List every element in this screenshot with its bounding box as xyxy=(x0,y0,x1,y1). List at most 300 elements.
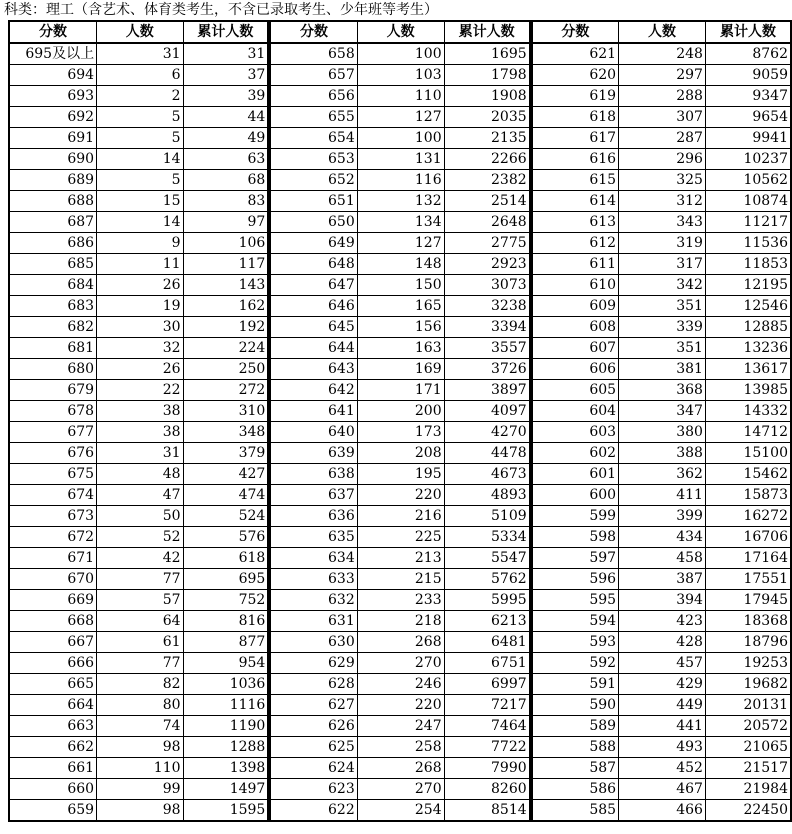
cumulative-cell: 9059 xyxy=(705,65,791,86)
count-cell: 42 xyxy=(97,548,183,569)
score-cell: 678 xyxy=(9,401,97,422)
cumulative-cell: 17164 xyxy=(705,548,791,569)
count-cell: 127 xyxy=(357,107,444,128)
score-cell: 689 xyxy=(9,170,97,191)
score-cell: 591 xyxy=(532,674,619,695)
score-cell: 589 xyxy=(532,716,619,737)
score-cell: 674 xyxy=(9,485,97,506)
table-row xyxy=(532,716,791,737)
count-cell: 48 xyxy=(97,464,183,485)
count-cell: 258 xyxy=(357,737,444,758)
count-cell: 5 xyxy=(97,128,183,149)
count-cell: 19 xyxy=(97,296,183,317)
score-cell: 675 xyxy=(9,464,97,485)
cumulative-cell: 21984 xyxy=(705,779,791,800)
table-row xyxy=(532,485,791,506)
count-cell: 52 xyxy=(97,527,183,548)
table-row xyxy=(270,716,529,737)
score-cell: 673 xyxy=(9,506,97,527)
score-cell: 659 xyxy=(9,800,97,822)
score-cell: 625 xyxy=(270,737,357,758)
table-row xyxy=(270,653,529,674)
score-cell: 646 xyxy=(270,296,357,317)
table-row xyxy=(270,107,529,128)
score-cell: 639 xyxy=(270,443,357,464)
cumulative-cell: 1798 xyxy=(444,65,530,86)
table-row xyxy=(532,317,791,338)
score-cell: 667 xyxy=(9,632,97,653)
score-cell: 608 xyxy=(532,317,619,338)
score-cell: 680 xyxy=(9,359,97,380)
score-cell: 618 xyxy=(532,107,619,128)
table-row xyxy=(532,611,791,632)
count-cell: 351 xyxy=(619,296,706,317)
count-cell: 429 xyxy=(619,674,706,695)
table-row xyxy=(532,338,791,359)
table-row xyxy=(270,401,529,422)
cumulative-cell: 21517 xyxy=(705,758,791,779)
cumulative-cell: 8260 xyxy=(444,779,530,800)
score-cell: 676 xyxy=(9,443,97,464)
score-cell: 656 xyxy=(270,86,357,107)
cumulative-cell: 97 xyxy=(183,212,268,233)
count-cell: 26 xyxy=(97,275,183,296)
score-cell: 647 xyxy=(270,275,357,296)
score-cell: 682 xyxy=(9,317,97,338)
cumulative-cell: 17551 xyxy=(705,569,791,590)
cumulative-cell: 14712 xyxy=(705,422,791,443)
cumulative-cell: 877 xyxy=(183,632,268,653)
count-cell: 312 xyxy=(619,191,706,212)
count-cell: 15 xyxy=(97,191,183,212)
cumulative-cell: 39 xyxy=(183,86,268,107)
table-row xyxy=(270,359,529,380)
cumulative-cell: 37 xyxy=(183,65,268,86)
cumulative-cell: 31 xyxy=(183,43,268,65)
count-cell: 220 xyxy=(357,485,444,506)
cumulative-cell: 106 xyxy=(183,233,268,254)
count-cell: 171 xyxy=(357,380,444,401)
score-cell: 616 xyxy=(532,149,619,170)
score-cell: 693 xyxy=(9,86,97,107)
score-cell: 645 xyxy=(270,317,357,338)
cumulative-cell: 4478 xyxy=(444,443,530,464)
cumulative-cell: 224 xyxy=(183,338,268,359)
score-cell: 604 xyxy=(532,401,619,422)
count-cell: 347 xyxy=(619,401,706,422)
column-header: 分数 xyxy=(270,21,357,43)
cumulative-cell: 2382 xyxy=(444,170,530,191)
count-cell: 132 xyxy=(357,191,444,212)
score-cell: 657 xyxy=(270,65,357,86)
score-cell: 685 xyxy=(9,254,97,275)
count-cell: 80 xyxy=(97,695,183,716)
count-cell: 31 xyxy=(97,43,183,65)
table-row xyxy=(9,737,268,758)
score-cell: 634 xyxy=(270,548,357,569)
score-cell: 597 xyxy=(532,548,619,569)
count-cell: 14 xyxy=(97,149,183,170)
table-row xyxy=(9,443,268,464)
table-row xyxy=(270,506,529,527)
score-cell: 631 xyxy=(270,611,357,632)
cumulative-cell: 5762 xyxy=(444,569,530,590)
count-cell: 208 xyxy=(357,443,444,464)
table-row xyxy=(532,170,791,191)
count-cell: 47 xyxy=(97,485,183,506)
score-cell: 684 xyxy=(9,275,97,296)
score-cell: 690 xyxy=(9,149,97,170)
score-cell: 627 xyxy=(270,695,357,716)
cumulative-cell: 6997 xyxy=(444,674,530,695)
count-cell: 100 xyxy=(357,128,444,149)
table-row xyxy=(270,674,529,695)
table-row xyxy=(532,443,791,464)
score-cell: 691 xyxy=(9,128,97,149)
table-row xyxy=(9,590,268,611)
cumulative-cell: 13985 xyxy=(705,380,791,401)
table-row xyxy=(270,296,529,317)
table-row xyxy=(532,401,791,422)
cumulative-cell: 1288 xyxy=(183,737,268,758)
count-cell: 380 xyxy=(619,422,706,443)
count-cell: 2 xyxy=(97,86,183,107)
table-header-row xyxy=(9,21,268,43)
cumulative-cell: 7990 xyxy=(444,758,530,779)
count-cell: 9 xyxy=(97,233,183,254)
count-cell: 110 xyxy=(357,86,444,107)
score-cell: 609 xyxy=(532,296,619,317)
count-cell: 165 xyxy=(357,296,444,317)
count-cell: 381 xyxy=(619,359,706,380)
count-cell: 307 xyxy=(619,107,706,128)
score-cell: 654 xyxy=(270,128,357,149)
table-row xyxy=(270,254,529,275)
table-row xyxy=(9,254,268,275)
count-cell: 26 xyxy=(97,359,183,380)
cumulative-cell: 15100 xyxy=(705,443,791,464)
table-row xyxy=(532,674,791,695)
count-cell: 100 xyxy=(357,43,444,65)
cumulative-cell: 8762 xyxy=(705,43,791,65)
table-row xyxy=(9,275,268,296)
cumulative-cell: 10562 xyxy=(705,170,791,191)
count-cell: 195 xyxy=(357,464,444,485)
count-cell: 449 xyxy=(619,695,706,716)
score-cell: 688 xyxy=(9,191,97,212)
table-row xyxy=(532,779,791,800)
table-row xyxy=(270,422,529,443)
column-header: 人数 xyxy=(357,21,444,43)
table-row xyxy=(532,149,791,170)
score-cell: 640 xyxy=(270,422,357,443)
count-cell: 452 xyxy=(619,758,706,779)
cumulative-cell: 14332 xyxy=(705,401,791,422)
count-cell: 319 xyxy=(619,233,706,254)
cumulative-cell: 2514 xyxy=(444,191,530,212)
table-row xyxy=(532,695,791,716)
cumulative-cell: 250 xyxy=(183,359,268,380)
table-row xyxy=(270,275,529,296)
cumulative-cell: 12885 xyxy=(705,317,791,338)
score-cell: 598 xyxy=(532,527,619,548)
column-header: 累计人数 xyxy=(705,21,791,43)
cumulative-cell: 310 xyxy=(183,401,268,422)
score-cell: 662 xyxy=(9,737,97,758)
table-row xyxy=(532,758,791,779)
score-cell: 596 xyxy=(532,569,619,590)
score-cell: 636 xyxy=(270,506,357,527)
table-row xyxy=(9,800,268,822)
count-cell: 466 xyxy=(619,800,706,822)
cumulative-cell: 1036 xyxy=(183,674,268,695)
score-cell: 666 xyxy=(9,653,97,674)
cumulative-cell: 3897 xyxy=(444,380,530,401)
score-cell: 630 xyxy=(270,632,357,653)
table-row xyxy=(9,65,268,86)
score-cell: 592 xyxy=(532,653,619,674)
cumulative-cell: 576 xyxy=(183,527,268,548)
column-header: 累计人数 xyxy=(183,21,268,43)
count-cell: 98 xyxy=(97,737,183,758)
count-cell: 325 xyxy=(619,170,706,191)
count-cell: 428 xyxy=(619,632,706,653)
table-row xyxy=(9,695,268,716)
score-table-3 xyxy=(531,20,792,822)
table-row xyxy=(270,632,529,653)
count-cell: 173 xyxy=(357,422,444,443)
table-row xyxy=(9,296,268,317)
cumulative-cell: 6751 xyxy=(444,653,530,674)
table-row xyxy=(9,527,268,548)
cumulative-cell: 10237 xyxy=(705,149,791,170)
cumulative-cell: 44 xyxy=(183,107,268,128)
count-cell: 150 xyxy=(357,275,444,296)
count-cell: 287 xyxy=(619,128,706,149)
score-cell: 628 xyxy=(270,674,357,695)
score-cell: 632 xyxy=(270,590,357,611)
table-row xyxy=(270,191,529,212)
score-cell: 599 xyxy=(532,506,619,527)
table-row xyxy=(532,800,791,822)
score-cell: 677 xyxy=(9,422,97,443)
table-row xyxy=(532,128,791,149)
table-row xyxy=(270,611,529,632)
score-cell: 665 xyxy=(9,674,97,695)
count-cell: 61 xyxy=(97,632,183,653)
score-cell: 671 xyxy=(9,548,97,569)
count-cell: 343 xyxy=(619,212,706,233)
cumulative-cell: 49 xyxy=(183,128,268,149)
cumulative-cell: 192 xyxy=(183,317,268,338)
count-cell: 362 xyxy=(619,464,706,485)
score-cell: 687 xyxy=(9,212,97,233)
table-row xyxy=(270,485,529,506)
count-cell: 351 xyxy=(619,338,706,359)
cumulative-cell: 816 xyxy=(183,611,268,632)
count-cell: 268 xyxy=(357,632,444,653)
count-cell: 441 xyxy=(619,716,706,737)
table-row xyxy=(9,149,268,170)
table-row xyxy=(270,443,529,464)
count-cell: 38 xyxy=(97,401,183,422)
count-cell: 394 xyxy=(619,590,706,611)
table-row xyxy=(270,317,529,338)
table-row xyxy=(532,737,791,758)
table-row xyxy=(270,43,529,65)
score-cell: 626 xyxy=(270,716,357,737)
table-row xyxy=(9,401,268,422)
count-cell: 467 xyxy=(619,779,706,800)
count-cell: 5 xyxy=(97,170,183,191)
cumulative-cell: 752 xyxy=(183,590,268,611)
cumulative-cell: 15462 xyxy=(705,464,791,485)
table-row xyxy=(270,65,529,86)
cumulative-cell: 427 xyxy=(183,464,268,485)
table-row xyxy=(532,107,791,128)
cumulative-cell: 272 xyxy=(183,380,268,401)
score-cell: 605 xyxy=(532,380,619,401)
count-cell: 31 xyxy=(97,443,183,464)
count-cell: 339 xyxy=(619,317,706,338)
cumulative-cell: 13617 xyxy=(705,359,791,380)
score-cell: 602 xyxy=(532,443,619,464)
table-row xyxy=(270,149,529,170)
count-cell: 317 xyxy=(619,254,706,275)
count-cell: 248 xyxy=(619,43,706,65)
score-cell: 692 xyxy=(9,107,97,128)
cumulative-cell: 348 xyxy=(183,422,268,443)
score-cell: 590 xyxy=(532,695,619,716)
table-row xyxy=(270,548,529,569)
score-cell: 642 xyxy=(270,380,357,401)
count-cell: 5 xyxy=(97,107,183,128)
count-cell: 127 xyxy=(357,233,444,254)
table-row xyxy=(9,422,268,443)
cumulative-cell: 117 xyxy=(183,254,268,275)
cumulative-cell: 2266 xyxy=(444,149,530,170)
score-cell: 663 xyxy=(9,716,97,737)
cumulative-cell: 3073 xyxy=(444,275,530,296)
score-cell: 606 xyxy=(532,359,619,380)
table-row xyxy=(532,296,791,317)
count-cell: 254 xyxy=(357,800,444,822)
table-row xyxy=(9,569,268,590)
score-cell: 694 xyxy=(9,65,97,86)
cumulative-cell: 15873 xyxy=(705,485,791,506)
score-cell: 669 xyxy=(9,590,97,611)
cumulative-cell: 20131 xyxy=(705,695,791,716)
count-cell: 411 xyxy=(619,485,706,506)
count-cell: 77 xyxy=(97,653,183,674)
count-cell: 458 xyxy=(619,548,706,569)
table-row xyxy=(270,212,529,233)
table-row xyxy=(532,590,791,611)
count-cell: 493 xyxy=(619,737,706,758)
cumulative-cell: 954 xyxy=(183,653,268,674)
count-cell: 270 xyxy=(357,653,444,674)
score-cell: 686 xyxy=(9,233,97,254)
table-row xyxy=(9,485,268,506)
cumulative-cell: 11217 xyxy=(705,212,791,233)
score-cell: 587 xyxy=(532,758,619,779)
cumulative-cell: 18368 xyxy=(705,611,791,632)
table-row xyxy=(532,506,791,527)
cumulative-cell: 2923 xyxy=(444,254,530,275)
score-cell: 664 xyxy=(9,695,97,716)
score-cell: 603 xyxy=(532,422,619,443)
cumulative-cell: 3394 xyxy=(444,317,530,338)
score-cell: 613 xyxy=(532,212,619,233)
cumulative-cell: 63 xyxy=(183,149,268,170)
count-cell: 156 xyxy=(357,317,444,338)
score-cell: 637 xyxy=(270,485,357,506)
table-row xyxy=(532,191,791,212)
count-cell: 457 xyxy=(619,653,706,674)
score-cell: 615 xyxy=(532,170,619,191)
table-row xyxy=(532,527,791,548)
count-cell: 246 xyxy=(357,674,444,695)
cumulative-cell: 22450 xyxy=(705,800,791,822)
cumulative-cell: 6481 xyxy=(444,632,530,653)
score-cell: 653 xyxy=(270,149,357,170)
table-row xyxy=(9,86,268,107)
table-row xyxy=(9,632,268,653)
score-cell: 622 xyxy=(270,800,357,822)
count-cell: 434 xyxy=(619,527,706,548)
count-cell: 297 xyxy=(619,65,706,86)
cumulative-cell: 17945 xyxy=(705,590,791,611)
score-cell: 595 xyxy=(532,590,619,611)
cumulative-cell: 9941 xyxy=(705,128,791,149)
count-cell: 368 xyxy=(619,380,706,401)
score-cell: 679 xyxy=(9,380,97,401)
table-row xyxy=(532,43,791,65)
cumulative-cell: 1908 xyxy=(444,86,530,107)
score-cell: 652 xyxy=(270,170,357,191)
score-cell: 658 xyxy=(270,43,357,65)
table-row xyxy=(532,422,791,443)
count-cell: 82 xyxy=(97,674,183,695)
cumulative-cell: 5334 xyxy=(444,527,530,548)
table-row xyxy=(9,107,268,128)
score-cell: 670 xyxy=(9,569,97,590)
cumulative-cell: 5547 xyxy=(444,548,530,569)
cumulative-cell: 1497 xyxy=(183,779,268,800)
count-cell: 74 xyxy=(97,716,183,737)
table-row xyxy=(270,527,529,548)
table-row xyxy=(9,191,268,212)
score-cell: 683 xyxy=(9,296,97,317)
score-cell: 668 xyxy=(9,611,97,632)
cumulative-cell: 7464 xyxy=(444,716,530,737)
cumulative-cell: 4893 xyxy=(444,485,530,506)
table-row xyxy=(270,338,529,359)
count-cell: 77 xyxy=(97,569,183,590)
cumulative-cell: 16272 xyxy=(705,506,791,527)
score-cell: 624 xyxy=(270,758,357,779)
score-cell: 607 xyxy=(532,338,619,359)
cumulative-cell: 19253 xyxy=(705,653,791,674)
score-cell: 619 xyxy=(532,86,619,107)
score-cell: 638 xyxy=(270,464,357,485)
table-row xyxy=(270,170,529,191)
table-row xyxy=(9,611,268,632)
score-cell: 600 xyxy=(532,485,619,506)
table-row xyxy=(532,233,791,254)
cumulative-cell: 6213 xyxy=(444,611,530,632)
count-cell: 57 xyxy=(97,590,183,611)
